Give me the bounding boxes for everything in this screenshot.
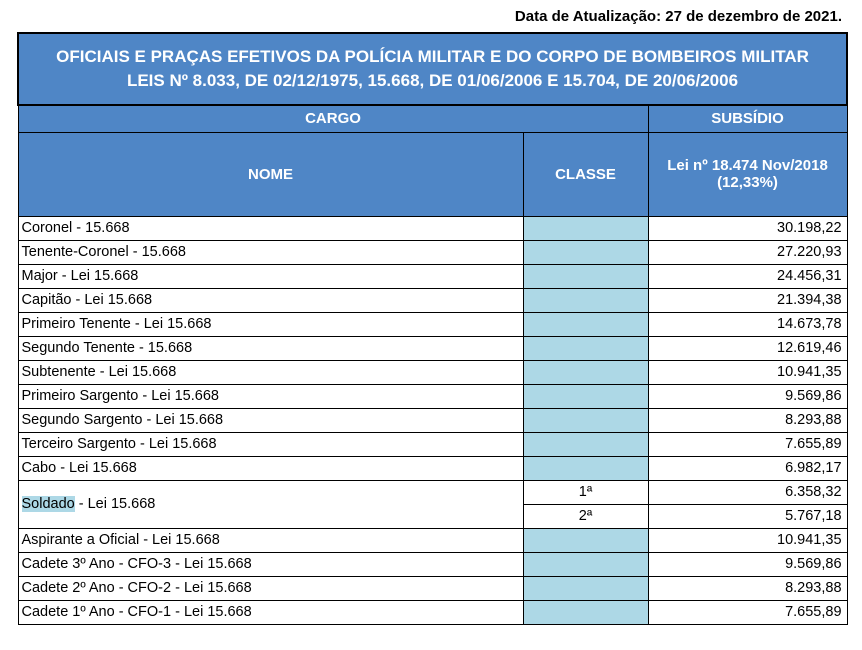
row-name: Major - Lei 15.668 [18, 264, 523, 288]
header-lei-line-1: Lei nº 18.474 Nov/2018 [667, 157, 828, 174]
row-name: Cadete 1º Ano - CFO-1 - Lei 15.668 [18, 600, 523, 624]
row-name: Aspirante a Oficial - Lei 15.668 [18, 528, 523, 552]
row-name: Primeiro Sargento - Lei 15.668 [18, 384, 523, 408]
title-line-2: LEIS Nº 8.033, DE 02/12/1975, 15.668, DE 01/06/2006 E 15.704, DE 20/06/2006 [126, 71, 739, 90]
row-value: 9.569,86 [648, 384, 847, 408]
table-row [18, 288, 847, 312]
update-date: Data de Atualização: 27 de dezembro de 2021. [514, 8, 842, 25]
row-name: Segundo Sargento - Lei 15.668 [18, 408, 523, 432]
table-row [18, 600, 847, 624]
table-row [18, 360, 847, 384]
header-lei [648, 132, 847, 216]
row-classe [523, 240, 648, 264]
row-value: 10.941,35 [648, 528, 847, 552]
row-value: 6.982,17 [648, 456, 847, 480]
table-row [18, 240, 847, 264]
header-subsidio: SUBSÍDIO [648, 105, 847, 132]
row-value: 10.941,35 [648, 360, 847, 384]
row-value: 7.655,89 [648, 600, 847, 624]
row-value: 8.293,88 [648, 576, 847, 600]
row-classe [523, 432, 648, 456]
row-name: Cadete 2º Ano - CFO-2 - Lei 15.668 [18, 576, 523, 600]
row-classe [523, 600, 648, 624]
row-value: 5.767,18 [648, 504, 847, 528]
salary-table [17, 32, 848, 625]
row-classe [523, 336, 648, 360]
row-value: 30.198,22 [648, 216, 847, 240]
header-lei-line-2: (12,33%) [717, 174, 778, 191]
row-classe [523, 408, 648, 432]
row-classe [523, 384, 648, 408]
row-value: 7.655,89 [648, 432, 847, 456]
table-row [18, 336, 847, 360]
row-name: Subtenente - Lei 15.668 [18, 360, 523, 384]
row-value: 6.358,32 [648, 480, 847, 504]
row-name: Segundo Tenente - 15.668 [18, 336, 523, 360]
table-row [18, 264, 847, 288]
row-name-soldado [18, 480, 523, 528]
row-value: 27.220,93 [648, 240, 847, 264]
row-name: Coronel - 15.668 [18, 216, 523, 240]
row-classe [523, 528, 648, 552]
row-classe [523, 552, 648, 576]
table-title [18, 33, 847, 105]
table-row [18, 528, 847, 552]
row-value: 24.456,31 [648, 264, 847, 288]
row-value: 21.394,38 [648, 288, 847, 312]
row-value: 14.673,78 [648, 312, 847, 336]
row-name: Cabo - Lei 15.668 [18, 456, 523, 480]
table-row [18, 384, 847, 408]
row-classe [523, 216, 648, 240]
row-value: 9.569,86 [648, 552, 847, 576]
row-value: 8.293,88 [648, 408, 847, 432]
soldado-rest: - Lei 15.668 [74, 496, 156, 512]
row-name: Cadete 3º Ano - CFO-3 - Lei 15.668 [18, 552, 523, 576]
row-name: Terceiro Sargento - Lei 15.668 [18, 432, 523, 456]
table-row [18, 312, 847, 336]
soldado-highlight: Soldado [21, 496, 75, 512]
row-classe [523, 264, 648, 288]
row-classe [523, 360, 648, 384]
header-nome: NOME [18, 132, 523, 216]
table-row-soldado-1 [18, 480, 847, 504]
table-row [18, 576, 847, 600]
row-name: Primeiro Tenente - Lei 15.668 [18, 312, 523, 336]
header-classe: CLASSE [523, 132, 648, 216]
row-classe: 2ª [523, 504, 648, 528]
table-row [18, 432, 847, 456]
title-line-1: OFICIAIS E PRAÇAS EFETIVOS DA POLÍCIA MILITAR E DO CORPO DE BOMBEIROS MILITAR [56, 47, 809, 66]
row-classe [523, 576, 648, 600]
row-classe [523, 288, 648, 312]
header-cargo: CARGO [18, 105, 648, 132]
row-classe [523, 456, 648, 480]
table-row [18, 552, 847, 576]
row-classe [523, 312, 648, 336]
table-row [18, 408, 847, 432]
row-classe: 1ª [523, 480, 648, 504]
table-row [18, 456, 847, 480]
row-name: Tenente-Coronel - 15.668 [18, 240, 523, 264]
row-value: 12.619,46 [648, 336, 847, 360]
table-row [18, 216, 847, 240]
row-name: Capitão - Lei 15.668 [18, 288, 523, 312]
